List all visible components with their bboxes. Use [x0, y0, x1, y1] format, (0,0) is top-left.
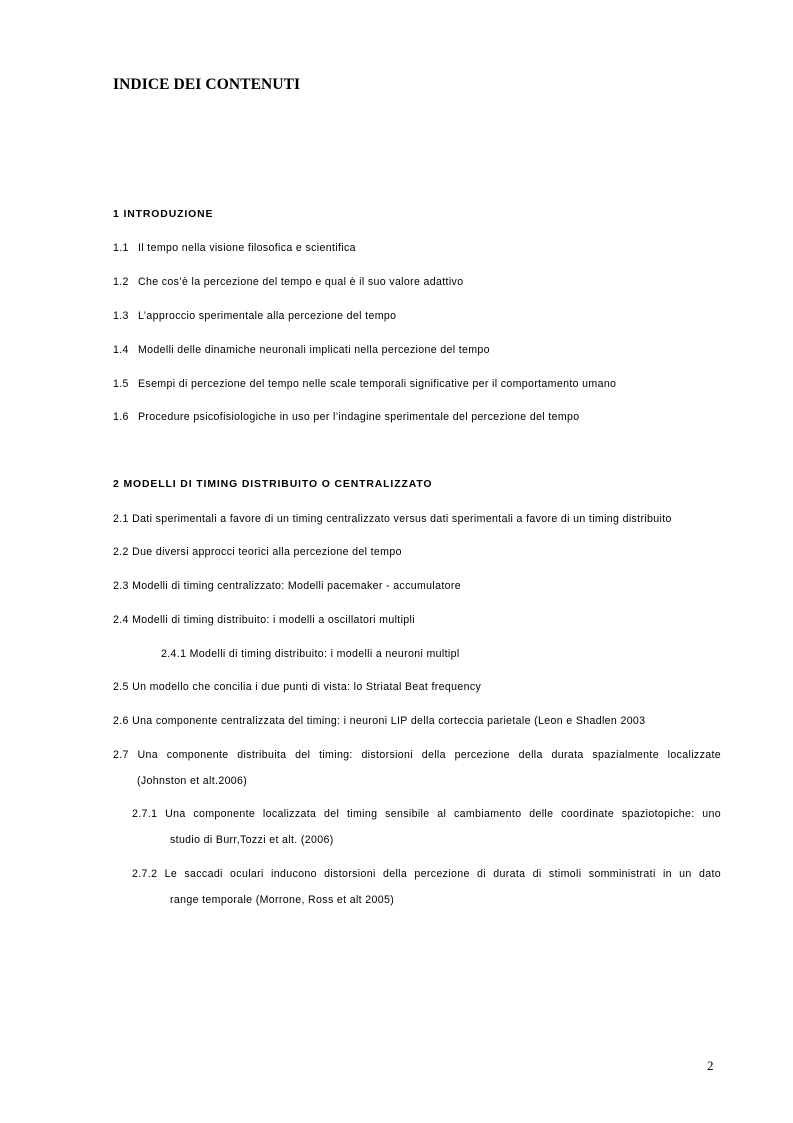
toc-entry-1-3 — [113, 309, 396, 323]
page-number: 2 — [707, 1058, 714, 1073]
toc-entry-2-7-2-line1: 2.7.2 Le saccadi oculari inducono distorsioni della percezione di durata di stimoli somministrati in un dato — [132, 868, 721, 880]
toc-entry-1-4 — [113, 343, 490, 357]
toc-entry-text: Esempi di percezione del tempo nelle scale temporali significative per il comportamento umano — [138, 378, 617, 390]
toc-entry-text: Il tempo nella visione filosofica e scientifica — [138, 242, 356, 254]
toc-entry-2-7-1-line1: 2.7.1 Una componente localizzata del timing sensibile al cambiamento delle coordinate spaziotopiche: uno — [132, 808, 721, 820]
toc-entry-text: Che cos’è la percezione del tempo e qual è il suo valore adattivo — [138, 276, 464, 288]
toc-entry-2-7-2-line2: range temporale (Morrone, Ross et alt 2005) — [170, 894, 395, 906]
toc-entry-number: 1.2 — [113, 276, 129, 288]
toc-entry-text: L’approccio sperimentale alla percezione del tempo — [138, 310, 397, 322]
toc-entry-number: 1.4 — [113, 344, 129, 356]
toc-entry-1-2 — [113, 275, 463, 289]
toc-entry-2-4: 2.4 Modelli di timing distribuito: i modelli a oscillatori multipli — [113, 614, 415, 626]
toc-entry-1-6 — [113, 410, 580, 424]
toc-entry-2-4-1: 2.4.1 Modelli di timing distribuito: i modelli a neuroni multipl — [161, 648, 460, 660]
toc-entry-text: Procedure psicofisiologiche in uso per l’indagine sperimentale del percezione del tempo — [138, 411, 580, 423]
toc-entry-text: Modelli delle dinamiche neuronali implicati nella percezione del tempo — [138, 344, 490, 356]
toc-entry-2-7-line1: 2.7 Una componente distribuita del timing: distorsioni della percezione della durata spazialmente localizzate — [113, 749, 721, 761]
toc-entry-number: 1.5 — [113, 378, 129, 390]
toc-entry-2-1: 2.1 Dati sperimentali a favore di un timing centralizzato versus dati sperimentali a favore di un timing distribuito — [113, 513, 672, 525]
page-title: INDICE DEI CONTENUTI — [113, 76, 301, 93]
toc-entry-number: 1.3 — [113, 310, 129, 322]
toc-entry-1-5 — [113, 377, 616, 391]
toc-entry-2-6: 2.6 Una componente centralizzata del timing: i neuroni LIP della corteccia parietale (Leon e Shadlen 2003 — [113, 715, 646, 727]
toc-entry-2-2: 2.2 Due diversi approcci teorici alla percezione del tempo — [113, 546, 402, 558]
section-1-heading: 1 INTRODUZIONE — [113, 209, 214, 220]
section-2-heading: 2 MODELLI DI TIMING DISTRIBUITO O CENTRALIZZATO — [113, 479, 433, 490]
toc-entry-2-5: 2.5 Un modello che concilia i due punti di vista: lo Striatal Beat frequency — [113, 681, 482, 693]
toc-entry-number: 1.6 — [113, 411, 129, 423]
toc-entry-number: 1.1 — [113, 242, 129, 254]
toc-entry-2-3: 2.3 Modelli di timing centralizzato: Modelli pacemaker - accumulatore — [113, 580, 461, 592]
toc-entry-2-7-line2: (Johnston et alt.2006) — [137, 775, 248, 787]
toc-entry-1-1 — [113, 241, 356, 255]
toc-entry-2-7-1-line2: studio di Burr,Tozzi et alt. (2006) — [170, 834, 334, 846]
